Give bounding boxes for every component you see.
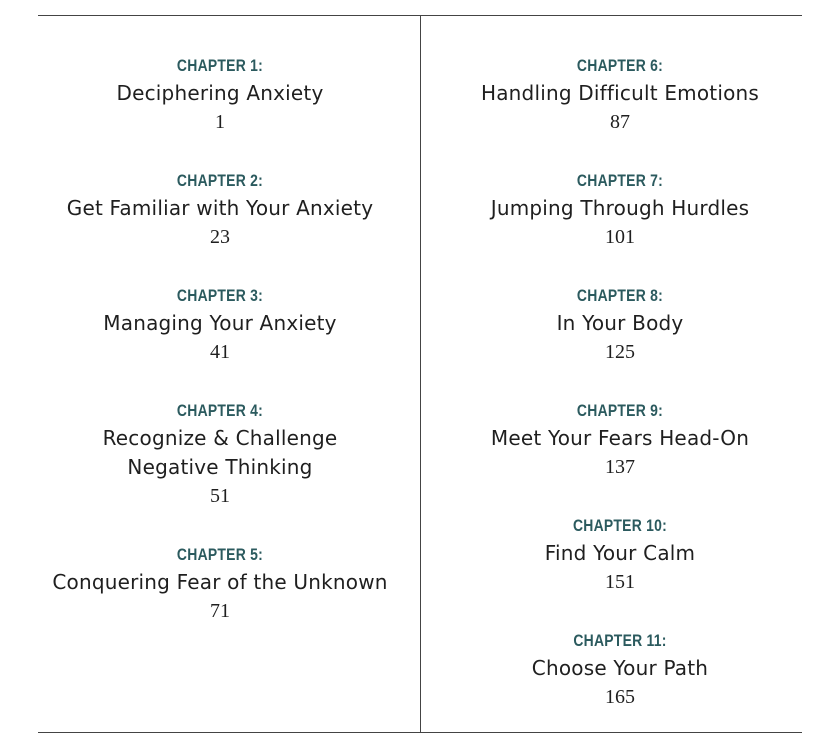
chapter-page-number: 137 [605,456,635,478]
chapter-label: CHAPTER 1: [176,56,264,75]
toc-entry-chapter-11[interactable] [430,628,810,712]
chapter-page-number: 87 [610,111,630,133]
chapter-page-number: 23 [210,226,230,248]
chapter-page-number: 165 [605,686,635,708]
toc-entry-chapter-10[interactable] [430,513,810,597]
chapter-label: CHAPTER 6: [576,56,664,75]
chapter-label: CHAPTER 11: [573,631,667,650]
chapter-page-number: 1 [215,111,225,133]
chapter-page-number: 51 [210,485,230,507]
chapter-title: Handling Difficult Emotions [480,81,760,105]
toc-entry-chapter-9[interactable] [430,398,810,482]
chapter-title-line-1: Recognize & Challenge [102,426,338,450]
chapter-title-line-2: Negative Thinking [127,455,313,479]
chapter-label: CHAPTER 5: [176,545,264,564]
chapter-label: CHAPTER 4: [176,401,264,420]
chapter-title: Find Your Calm [544,541,696,565]
chapter-page-number: 125 [605,341,635,363]
chapter-title: Jumping Through Hurdles [490,196,750,220]
chapter-page-number: 151 [605,571,635,593]
toc-left-column [30,0,410,749]
chapter-page-number: 41 [210,341,230,363]
chapter-title: Deciphering Anxiety [116,81,324,105]
toc-entry-chapter-7[interactable] [430,168,810,252]
chapter-page-number: 101 [605,226,635,248]
chapter-label: CHAPTER 8: [576,286,664,305]
toc-entry-chapter-3[interactable] [30,283,410,367]
chapter-label: CHAPTER 7: [576,171,664,190]
chapter-label: CHAPTER 3: [176,286,264,305]
toc-entry-chapter-8[interactable] [430,283,810,367]
toc-entry-chapter-5[interactable] [30,542,410,626]
chapter-title: Conquering Fear of the Unknown [52,570,388,594]
chapter-title: Meet Your Fears Head-On [490,426,750,450]
column-divider [420,16,421,732]
chapter-page-number: 71 [210,600,230,622]
chapter-label: CHAPTER 2: [176,171,264,190]
toc-entry-chapter-1[interactable] [30,53,410,137]
chapter-title: Get Familiar with Your Anxiety [66,196,374,220]
chapter-label: CHAPTER 10: [572,516,668,535]
chapter-label: CHAPTER 9: [576,401,664,420]
toc-entry-chapter-4[interactable] [30,398,410,511]
toc-right-column [430,0,810,749]
chapter-title: Choose Your Path [531,656,709,680]
toc-entry-chapter-6[interactable] [430,53,810,137]
toc-entry-chapter-2[interactable] [30,168,410,252]
chapter-title: Managing Your Anxiety [103,311,337,335]
chapter-title: In Your Body [556,311,684,335]
